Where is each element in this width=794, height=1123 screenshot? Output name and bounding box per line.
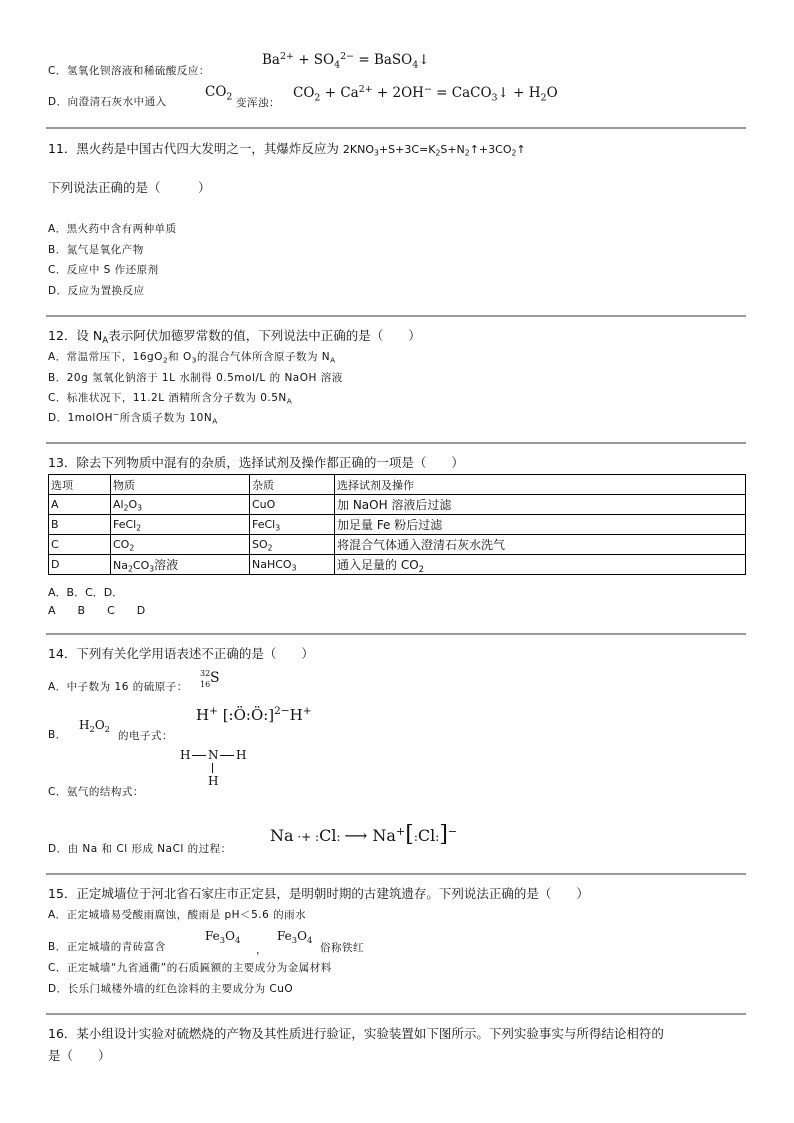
q11-option-c[interactable]: C．反应中 S 作还原剂 — [48, 264, 159, 276]
q11-question: 下列说法正确的是（ ） — [48, 180, 211, 195]
q16-stem-line2: 是（ ） — [48, 1048, 111, 1063]
table-header-cell: 物质 — [111, 475, 250, 495]
table-row: D $Na_2CO_3$溶液 NaHCO$_3$ 通入足量的 $CO_2$ — [49, 555, 746, 575]
q14-option-c[interactable]: C．氨气的结构式： — [48, 786, 144, 798]
table-row: A $Al_2O_3$ CuO 加 NaOH 溶液后过滤 — [49, 495, 746, 515]
q12-option-a[interactable]: A．常温常压下，$16gO_2$和 $O_3$的混合气体所含原子数为 $N_A$ — [48, 351, 336, 365]
q14-option-b-label[interactable]: B． — [48, 729, 67, 741]
table-header-cell: 选择试剂及操作 — [335, 475, 746, 495]
q15-option-a[interactable]: A．正定城墙易受酸雨腐蚀，酸雨是 pH＜5.6 的雨水 — [48, 909, 307, 921]
q12-option-c[interactable]: C．标准状况下，11.2L 酒精所含分子数为 $0.5N_A$ — [48, 392, 293, 406]
q13-stem: 13．除去下列物质中混有的杂质，选择试剂及操作都正确的一项是（ ） — [48, 455, 464, 470]
q13-answer-options-line2[interactable]: A B C D — [48, 604, 146, 617]
q11-option-a[interactable]: A．黑火药中含有两种单质 — [48, 223, 177, 235]
q14-option-d[interactable]: D．由 Na 和 Cl 形成 NaCl 的过程： — [48, 843, 232, 855]
exam-page: C．氢氧化钡溶液和稀硫酸反应： $Ba^{2+} + SO_4^{2-}$ = BaSO$_4$↓ D．向澄清石灰水中通入 $CO_2$ 变浑浊： $CO_2 + Ca^{2+} + 2OH^-$ = CaCO$_3$↓ + $H_2O$ 11．黑火药是中国古代四大发明之一，其爆炸反应为 $2KNO_3+S+3C=K_2S+N_2↑+3CO_2↑$ 下列说法正确的是（ ） A．黑火药中含有两种单质 B．氮气是氧化产物 C．反应中 S 作还原剂 D．反应为置换反应 12．设 $N_A$表示阿伏加德罗常数的值，下列说法中正确的是（ ） A．常温常压下，$16gO_2$和 $O_3$的混合气体所含原子数为 $N_A$ B．20g 氢氧化钠溶于 1L 水制得 0.5mol/L 的 NaOH 溶液 C．标准状况下，11.2L 酒精所含分子数为 $0.5N_A$ D．1molOH−所含质子数为 $10N_A$ 13．除去下列物质中混有的杂质，选择试剂及操作都正确的一项是（ ） 选项 物质 杂质 选择试剂及操作 A $Al_2O_3$ CuO 加 NaOH 溶液后过滤 B FeCl$_2$ FeCl$_3$ 加足量 Fe 粉后过滤 C $CO_2$ $SO_2$ 将混合气体通入澄清石灰水洗气 D $Na_2CO_3$溶液 NaHCO$_3$ 通入足量的 $CO_2$ A．B．C．D． A B C D 14．下列有关化学用语表述不正确的是（ ） A．中子数为 16 的硫原子： 32 16 S B． $H_2O_2$ 的电子式： H+ [:Ö:Ö:]$^{2-}$H+ H N H H C．氨气的结构式： D．由 Na 和 Cl 形成 NaCl 的过程： Na ·+ :Cl: ⟶ Na+[:Cl:]− 15．正定城墙位于河北省石家庄市正定县，是明朝时期的古建筑遗存。下列说法正确的是（ ） A．正定城墙易受酸雨腐蚀，酸雨是 pH＜5.6 的雨水 B．正定城墙的青砖富含 $Fe_3O_4$ ， $Fe_3O_4$ 俗称铁红 C．正定城墙“九省通衢”的石质匾额的主要成分为金属材料 D．长乐门城楼外墙的红色涂料的主要成分为 CuO 16．某小组设计实验对硫燃烧的产物及其性质进行验证，实验装置如下图所示。下列实验事实与所得结论相符的 是（ ） — [0, 0, 794, 1123]
q16-stem-line1: 16．某小组设计实验对硫燃烧的产物及其性质进行验证，实验装置如下图所示。下列实验事实与所得结论相符的 — [48, 1026, 664, 1041]
q10-option-c-label: C．氢氧化钡溶液和稀硫酸反应： — [48, 65, 210, 77]
question-divider — [46, 633, 746, 635]
h2o2-formula: $H_2O_2$ — [79, 718, 110, 734]
fe3o4-formula-2: $Fe_3O_4$ — [277, 929, 313, 945]
q11-option-b[interactable]: B．氮气是氧化产物 — [48, 244, 144, 256]
q10-option-d-equation: $CO_2 + Ca^{2+} + 2OH^-$ = CaCO$_3$↓ + $H_2O$ — [293, 83, 558, 104]
q10-option-c — [48, 64, 210, 78]
q10-option-c-equation: $Ba^{2+} + SO_4^{2-}$ = BaSO$_4$↓ — [262, 50, 430, 71]
q12-option-d[interactable]: D．1molOH−所含质子数为 $10N_A$ — [48, 409, 218, 426]
q12-stem: 12．设 $N_A$表示阿伏加德罗常数的值，下列说法中正确的是（ ） — [48, 328, 421, 347]
q15-option-d[interactable]: D．长乐门城楼外墙的红色涂料的主要成分为 CuO — [48, 983, 294, 995]
table-header-cell: 选项 — [49, 475, 111, 495]
table-header-row — [49, 475, 746, 495]
q14-option-b-suffix: 的电子式： — [118, 730, 173, 742]
table-header-cell: 杂质 — [250, 475, 335, 495]
h2o2-electron-formula: H+ [:Ö:Ö:]$^{2-}$H+ — [196, 705, 312, 724]
q11-equation: $2KNO_3+S+3C=K_2S+N_2↑+3CO_2↑$ — [342, 143, 526, 158]
q15-option-b-comma: ， — [256, 944, 267, 956]
table-row: B FeCl$_2$ FeCl$_3$ 加足量 Fe 粉后过滤 — [49, 515, 746, 535]
nacl-formation-process: Na ·+ :Cl: ⟶ Na+[:Cl:]− — [270, 822, 458, 847]
question-divider — [46, 315, 746, 317]
q14-stem: 14．下列有关化学用语表述不正确的是（ ） — [48, 646, 314, 661]
q15-option-c[interactable]: C．正定城墙“九省通衢”的石质匾额的主要成分为金属材料 — [48, 962, 332, 974]
q10-option-d: D．向澄清石灰水中通入 — [48, 96, 167, 108]
q12-option-b[interactable]: B．20g 氢氧化钠溶于 1L 水制得 0.5mol/L 的 NaOH 溶液 — [48, 372, 343, 384]
q10-option-d-suffix: 变浑浊： — [236, 97, 280, 109]
q15-option-b[interactable]: B．正定城墙的青砖富含 — [48, 941, 166, 953]
question-divider — [46, 1013, 746, 1015]
table-row: C $CO_2$ $SO_2$ 将混合气体通入澄清石灰水洗气 — [49, 535, 746, 555]
question-divider — [46, 873, 746, 875]
q14-option-a[interactable]: A．中子数为 16 的硫原子： — [48, 681, 188, 693]
q10-option-d-co2: $CO_2$ — [205, 84, 233, 103]
q13-answer-options-line1[interactable]: A．B．C．D． — [48, 586, 124, 599]
q15-stem: 15．正定城墙位于河北省石家庄市正定县，是明朝时期的古建筑遗存。下列说法正确的是（ ） — [48, 886, 589, 901]
q11-stem: 11．黑火药是中国古代四大发明之一，其爆炸反应为 $2KNO_3+S+3C=K_2S+N_2↑+3CO_2↑$ — [48, 141, 526, 158]
q15-option-b-tail: 俗称铁红 — [320, 942, 364, 954]
question-divider — [46, 127, 746, 129]
q13-table — [48, 474, 746, 575]
question-divider — [46, 442, 746, 444]
q11-option-d[interactable]: D．反应为置换反应 — [48, 285, 145, 297]
fe3o4-formula-1: $Fe_3O_4$ — [205, 929, 241, 945]
